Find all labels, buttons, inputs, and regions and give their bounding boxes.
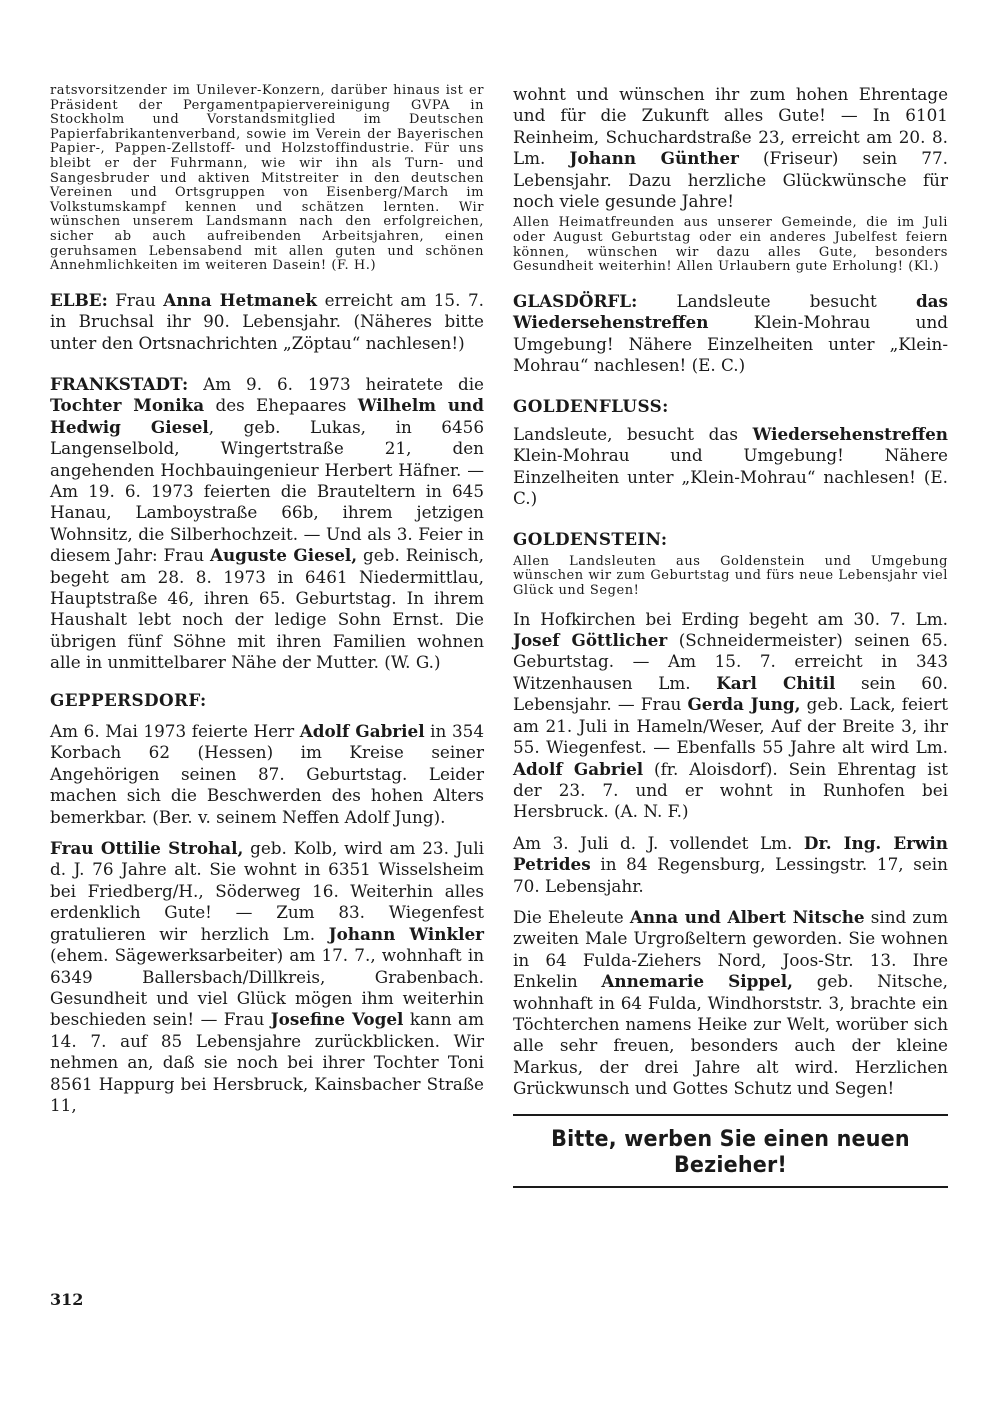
goldenstein-paragraph: Die Eheleute Anna und Albert Nitsche sind zum zweiten Male Urgroßeltern geworden. Sie wohnen in 64 Fulda-Ziehers Nord, Joos-Str. 13. Ihre Enkelin Annemarie Sippel, geb. Nitsche, wohnhaft in 64 Fulda, Windhorststr. 3, brachte ein Töchterchen namens Heike zur Welt, worüber sich alle sehr freuen, besonders auch der kleine Markus, der drei Jahre alt wird. Herzlichen Grückwunsch und Gottes Schutz und Segen! xyxy=(513,906,948,1099)
left-column xyxy=(50,84,484,1116)
geppersdorf-paragraph: Frau Ottilie Strohal, geb. Kolb, wird am 23. Juli d. J. 76 Jahre alt. Sie wohnt in 6351 Wisselsheim bei Friedberg/H., Söderweg 16. Weiterhin alles erdenklich Gute! — Zum 83. Wiegenfest gratulieren wir herzlich Lm. Johann Winkler (ehem. Sägewerksarbeiter) am 17. 7., wohnhaft in 6349 Ballersbach/Dillkreis, Grabenbach. Gesundheit und viel Glück mögen ihm weiterhin beschieden sein! — Frau Josefine Vogel kann am 14. 7. auf 85 Lebensjahre zurückblicken. Wir nehmen an, daß sie noch bei ihrer Tochter Toni 8561 Happurg bei Hersbruck, Kainsbacher Straße 11, xyxy=(50,838,484,1115)
person-name: Karl Chitil xyxy=(716,672,836,693)
event-name: Wiedersehenstreffen xyxy=(752,423,948,444)
elbe-heading: ELBE: xyxy=(50,289,108,310)
geppersdorf-paragraph: Am 6. Mai 1973 feierte Herr Adolf Gabriel in 354 Korbach 62 (Hessen) im Kreise seiner Angehörigen seinen 87. Geburtstag. Leider machen sich die Beschwerden des hohen Alters bemerkbar. (Ber. v. seinem Neffen Adolf Jung). xyxy=(50,721,485,827)
person-name: Gerda Jung, xyxy=(687,694,801,715)
person-name: Adolf Gabriel xyxy=(513,758,644,779)
person-name: Tochter Monika xyxy=(50,395,205,416)
geppersdorf-heading: GEPPERSDORF: xyxy=(50,689,207,710)
person-name: Wilhelm und Hedwig Giesel xyxy=(50,395,484,437)
glasdoerfl-section: GLASDÖRFL: Landsleute besucht das Wiedersehenstreffen Klein-Mohrau und Umgebung! Nähere Einzelheiten unter „Klein-Mohrau“ nachlesen! (E. C.) xyxy=(513,290,948,376)
goldenfluss-paragraph: Landsleute, besucht das Wiedersehenstreffen Klein-Mohrau und Umgebung! Nähere Einzelheiten unter „Klein-Mohrau“ nachlesen! (E. C.) xyxy=(513,423,948,509)
person-name: Anna Hetmanek xyxy=(163,289,318,310)
greeting-paragraph: Allen Heimatfreunden aus unserer Gemeinde, die im Juli oder August Geburtstag oder ein anderes Jubelfest feiern können, wünschen wir dazu alles Gute, besonders Gesundheit weiterhin! Allen Urlaubern gute Erholung! (Kl.) xyxy=(513,215,948,275)
person-name: Frau Ottilie Strohal, xyxy=(50,838,244,859)
person-name: Anna und Albert Nitsche xyxy=(629,906,865,927)
appeal-bottom-rule xyxy=(513,1186,948,1188)
glasdoerfl-heading: GLASDÖRFL: xyxy=(513,290,638,311)
event-name: das Wiedersehenstreffen xyxy=(513,290,948,333)
person-name: Josefine Vogel xyxy=(270,1009,404,1030)
person-name: Dr. Ing. Erwin Petrides xyxy=(513,832,948,875)
elbe-section: ELBE: Frau Anna Hetmanek erreicht am 15. 7. in Bruchsal ihr 90. Lebensjahr. (Näheres bitte unter den Ortsnachrichten „Zöptau“ nachlesen!) xyxy=(50,289,484,353)
frankstadt-section: FRANKSTADT: Am 9. 6. 1973 heiratete die Tochter Monika des Ehepaares Wilhelm und Hedwig Giesel, geb. Lukas, in 6456 Langenselbold, Wingertstraße 21, den angehenden Hochbauingenieur Herbert Häfner. — Am 19. 6. 1973 feierten die Brauteltern in 645 Hanau, Lamboystraße 66b, ihrem jetzigen Wohnsitz, die Silberhochzeit. — Und als 3. Feier in diesem Jahr: Frau Auguste Giesel, geb. Reinisch, begeht am 28. 8. 1973 in 6461 Niedermittlau, Hauptstraße 46, ihren 65. Geburtstag. In ihrem Haushalt lebt noch der ledige Sohn Ernst. Die übrigen fünf Söhne mit ihren Familien wohnen alle in unmittelbarer Nähe der Mutter. (W. G.) xyxy=(50,373,485,673)
person-name: Josef Göttlicher xyxy=(513,630,668,651)
person-name: Johann Günther xyxy=(569,148,739,169)
person-name: Adolf Gabriel xyxy=(299,721,425,742)
greeting-paragraph: Allen Landsleuten aus Goldenstein und Umgebung wünschen wir zum Geburtstag und fürs neue Lebensjahr viel Glück und Segen! xyxy=(513,553,948,599)
person-name: Annemarie Sippel, xyxy=(601,971,794,992)
goldenstein-paragraph: Am 3. Juli d. J. vollendet Lm. Dr. Ing. Erwin Petrides in 84 Regensburg, Lessingstr. 17, sein 70. Lebensjahr. xyxy=(513,832,948,896)
goldenstein-paragraph: In Hofkirchen bei Erding begeht am 30. 7. Lm. Josef Göttlicher (Schneidermeister) seinen 65. Geburtstag. — Am 15. 7. erreicht in 343 Witzenhausen Lm. Karl Chitil sein 60. Lebensjahr. — Frau Gerda Jung, geb. Lack, feiert am 21. Juli in Hameln/Weser, Auf der Breite 3, ihr 55. Wiegenfest. — Ebenfalls 55 Jahre alt wird Lm. Adolf Gabriel (fr. Aloisdorf). Sein Ehrentag ist der 23. 7. und er wohnt in Runhofen bei Hersbruck. (A. N. F.) xyxy=(513,608,948,822)
article-continuation: ratsvorsitzender im Unilever-Konzern, darüber hinaus ist er Präsident der Pergamentpapiervereinigung GVPA in Stockholm und Vorstandsmitglied im Deutschen Papierfabrikantenverband, sowie im Verein der Bayerischen Papier-, Pappen-Zellstoff- und Holzstoffindustrie. Für uns bleibt er der Fuhrmann, wie wir ihn als Turn- und Sangesbruder und aktiven Mitstreiter in den deutschen Vereinen und Ortsgruppen von Eisenberg/March im Volkstumskampf kennen und schätzen lernten. Wir wünschen unserem Landsmann nach den erfolgreichen, sicher ab auch aufreibenden Arbeitsjahren, einen geruhsamen Lebensabend mit allen guten und schönen Annehmlichkeiten im weiteren Dasein! (F. H.) xyxy=(50,83,484,274)
goldenstein-heading: GOLDENSTEIN: xyxy=(513,529,668,550)
right-column xyxy=(513,84,948,1188)
continuation-paragraph: wohnt und wünschen ihr zum hohen Ehrentage und für die Zukunft alles Gute! — In 6101 Reinheim, Schuchardstraße 23, erreicht am 20. 8. Lm. Johann Günther (Friseur) sein 77. Lebensjahr. Dazu herzliche Glückwünsche für noch viele gesunde Jahre! xyxy=(513,84,948,212)
person-name: Auguste Giesel, xyxy=(209,545,358,566)
goldenfluss-heading: GOLDENFLUSS: xyxy=(513,396,669,417)
frankstadt-heading: FRANKSTADT: xyxy=(50,373,189,394)
page-number: 312 xyxy=(50,1290,84,1309)
subscriber-appeal: Bitte, werben Sie einen neuen Bezieher! xyxy=(551,1125,910,1178)
person-name: Johann Winkler xyxy=(328,923,484,944)
